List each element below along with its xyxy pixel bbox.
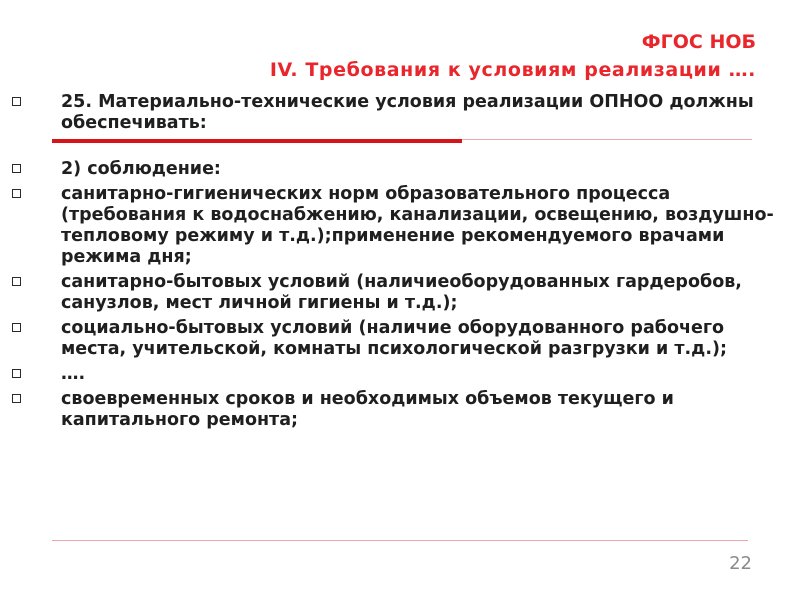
list-item	[12, 272, 792, 314]
list-item-text: ….	[61, 364, 86, 384]
list-item	[12, 184, 792, 268]
list-item-text: санитарно-гигиенических норм образовательного процесса (требования к водоснабжению, канализации, освещению, воздушно-тепловому режиму и т.д.);применение рекомендуемого врачами режима дня;	[61, 184, 774, 267]
square-bullet-icon	[12, 164, 21, 173]
list-item-text: своевременных сроков и необходимых объемов текущего и капитального ремонта;	[61, 389, 674, 430]
square-bullet-icon	[12, 394, 21, 403]
list-item-text: 25. Материально-технические условия реализации ОПНОО должны обеспечивать:	[61, 92, 754, 133]
slide-title	[270, 28, 756, 84]
list-item	[12, 364, 792, 385]
list-item	[12, 159, 792, 180]
title-line-2: IV. Требования к условиям реализации ….	[269, 59, 756, 81]
thin-divider-bottom	[52, 540, 748, 541]
list-item	[12, 92, 792, 134]
list-item-text: 2) соблюдение:	[61, 159, 221, 179]
list-item	[12, 318, 792, 360]
square-bullet-icon	[12, 369, 21, 378]
list-item-text: социально-бытовых условий (наличие оборудованного рабочего места, учительской, комнаты психологической разгрузки и т.д.);	[61, 318, 727, 359]
list-item	[12, 389, 792, 431]
list-item-text: санитарно-бытовых условий (наличиеоборудованных гардеробов, санузлов, мест личной гигиены и т.д.);	[61, 272, 742, 313]
title-line-1: ФГОС НОБ	[641, 31, 756, 53]
square-bullet-icon	[12, 189, 21, 198]
bullet-list	[12, 92, 792, 431]
square-bullet-icon	[12, 97, 21, 106]
square-bullet-icon	[12, 323, 21, 332]
page-number: 22	[729, 553, 752, 574]
square-bullet-icon	[12, 277, 21, 286]
